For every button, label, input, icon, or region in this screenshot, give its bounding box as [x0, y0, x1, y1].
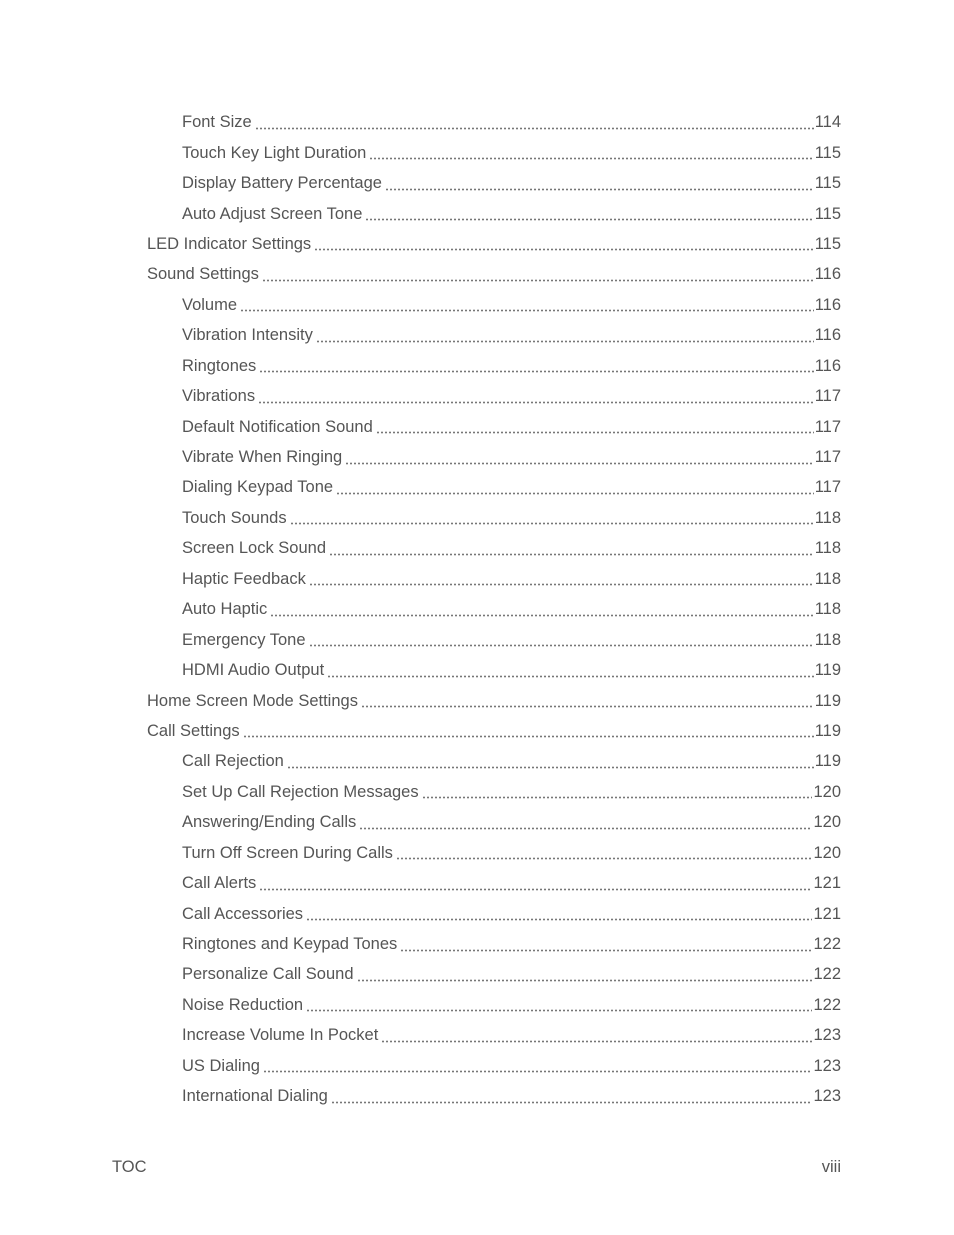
toc-dot-leader [396, 857, 813, 860]
toc-entry[interactable] [0, 381, 954, 411]
toc-entry[interactable] [0, 351, 954, 381]
toc-entry-page-number: 115 [814, 174, 841, 193]
toc-entry[interactable] [0, 868, 954, 898]
toc-dot-leader [290, 522, 814, 525]
toc-entry-page-number: 122 [813, 995, 841, 1014]
toc-entry-title: Home Screen Mode Settings [147, 691, 358, 710]
toc-entry-page-number: 116 [814, 295, 841, 314]
toc-entry[interactable] [0, 137, 954, 167]
toc-dot-leader [306, 1009, 812, 1012]
toc-dot-leader [385, 188, 814, 191]
toc-entry[interactable] [0, 503, 954, 533]
toc-entry-title: US Dialing [182, 1056, 260, 1075]
toc-entry[interactable] [0, 259, 954, 289]
toc-dot-leader [243, 735, 814, 738]
toc-entry-title: HDMI Audio Output [182, 661, 325, 680]
toc-entry-title: Dialing Keypad Tone [182, 478, 334, 497]
toc-entry[interactable] [0, 898, 954, 928]
toc-entry[interactable] [0, 685, 954, 715]
toc-dot-leader [422, 796, 813, 799]
toc-entry[interactable] [0, 320, 954, 350]
toc-entry-title: Call Alerts [182, 874, 257, 893]
toc-dot-leader [369, 157, 813, 160]
toc-entry[interactable] [0, 1051, 954, 1081]
toc-entry[interactable] [0, 990, 954, 1020]
toc-entry-title: Emergency Tone [182, 630, 306, 649]
toc-entry-page-number: 117 [814, 387, 841, 406]
toc-entry-title: Increase Volume In Pocket [182, 1026, 379, 1045]
toc-entry-page-number: 115 [814, 234, 841, 253]
toc-entry-title: Sound Settings [147, 265, 259, 284]
toc-dot-leader [309, 583, 814, 586]
toc-entry-title: Font Size [182, 113, 252, 132]
toc-entry-title: Call Rejection [182, 752, 284, 771]
toc-entry-page-number: 117 [814, 448, 841, 467]
toc-dot-leader [381, 1040, 812, 1043]
toc-entry[interactable] [0, 1020, 954, 1050]
toc-entry-title: Turn Off Screen During Calls [182, 843, 393, 862]
toc-entry[interactable] [0, 807, 954, 837]
toc-dot-leader [259, 370, 813, 373]
toc-entry[interactable] [0, 594, 954, 624]
toc-entry-page-number: 117 [814, 478, 841, 497]
toc-dot-leader [314, 248, 814, 251]
toc-entry-title: Answering/Ending Calls [182, 813, 357, 832]
toc-entry[interactable] [0, 838, 954, 868]
toc-dot-leader [365, 218, 813, 221]
toc-dot-leader [331, 1101, 813, 1104]
toc-entry[interactable] [0, 533, 954, 563]
toc-entry-title: Auto Adjust Screen Tone [182, 204, 363, 223]
toc-entry-page-number: 119 [814, 691, 841, 710]
toc-entry[interactable] [0, 442, 954, 472]
toc-entry-page-number: 119 [814, 661, 841, 680]
toc-entry-title: Call Settings [147, 721, 240, 740]
toc-entry-title: LED Indicator Settings [147, 234, 312, 253]
toc-entry[interactable] [0, 229, 954, 259]
toc-entry[interactable] [0, 655, 954, 685]
toc-dot-leader [262, 279, 814, 282]
toc-entry-page-number: 123 [813, 1087, 841, 1106]
toc-dot-leader [263, 1070, 813, 1073]
toc-entry-page-number: 117 [814, 417, 841, 436]
toc-entry-page-number: 118 [814, 508, 841, 527]
toc-entry[interactable] [0, 411, 954, 441]
toc-entry-page-number: 120 [813, 843, 841, 862]
toc-entry[interactable] [0, 198, 954, 228]
toc-entry-page-number: 120 [813, 782, 841, 801]
toc-entry[interactable] [0, 777, 954, 807]
toc-dot-leader [327, 675, 814, 678]
toc-entry-page-number: 116 [814, 356, 841, 375]
toc-entry-title: Set Up Call Rejection Messages [182, 782, 419, 801]
toc-entry-title: Vibrations [182, 387, 256, 406]
toc-entry-title: Haptic Feedback [182, 569, 306, 588]
toc-entry-page-number: 123 [813, 1056, 841, 1075]
toc-entry[interactable] [0, 472, 954, 502]
toc-list [0, 107, 954, 1111]
toc-entry-title: Auto Haptic [182, 600, 268, 619]
toc-entry-page-number: 121 [813, 904, 841, 923]
toc-entry-page-number: 116 [814, 326, 841, 345]
toc-dot-leader [240, 309, 814, 312]
toc-dot-leader [287, 766, 814, 769]
toc-entry-page-number: 122 [813, 965, 841, 984]
toc-entry[interactable] [0, 1081, 954, 1111]
toc-entry-page-number: 115 [814, 143, 841, 162]
toc-entry-title: International Dialing [182, 1087, 328, 1106]
toc-entry[interactable] [0, 959, 954, 989]
toc-dot-leader [376, 431, 814, 434]
toc-dot-leader [361, 705, 814, 708]
toc-dot-leader [359, 827, 812, 830]
toc-dot-leader [345, 462, 813, 465]
toc-dot-leader [400, 949, 812, 952]
toc-dot-leader [316, 340, 814, 343]
toc-entry-title: Vibrate When Ringing [182, 448, 343, 467]
toc-entry-page-number: 115 [814, 204, 841, 223]
toc-entry-title: Noise Reduction [182, 995, 304, 1014]
toc-entry-page-number: 118 [814, 569, 841, 588]
toc-entry[interactable] [0, 564, 954, 594]
toc-entry-page-number: 119 [814, 721, 841, 740]
footer-section-label: TOC [112, 1158, 147, 1176]
toc-entry[interactable] [0, 168, 954, 198]
toc-entry-title: Ringtones and Keypad Tones [182, 935, 398, 954]
toc-entry-title: Personalize Call Sound [182, 965, 354, 984]
toc-entry-title: Touch Sounds [182, 508, 287, 527]
toc-entry-page-number: 118 [814, 630, 841, 649]
toc-dot-leader [259, 888, 812, 891]
toc-dot-leader [329, 553, 814, 556]
footer-page-number: viii [821, 1158, 841, 1176]
toc-entry[interactable] [0, 716, 954, 746]
toc-entry[interactable] [0, 624, 954, 654]
toc-entry-page-number: 118 [814, 600, 841, 619]
toc-entry[interactable] [0, 929, 954, 959]
toc-dot-leader [306, 918, 812, 921]
toc-entry-page-number: 122 [813, 935, 841, 954]
toc-entry-page-number: 119 [814, 752, 841, 771]
toc-dot-leader [357, 979, 813, 982]
toc-entry-title: Display Battery Percentage [182, 174, 382, 193]
toc-entry[interactable] [0, 107, 954, 137]
toc-entry-page-number: 121 [813, 874, 841, 893]
toc-entry[interactable] [0, 290, 954, 320]
toc-entry-page-number: 116 [814, 265, 841, 284]
toc-entry-page-number: 120 [813, 813, 841, 832]
toc-dot-leader [336, 492, 814, 495]
toc-dot-leader [258, 401, 814, 404]
toc-entry-title: Volume [182, 295, 238, 314]
toc-entry-title: Screen Lock Sound [182, 539, 327, 558]
toc-entry[interactable] [0, 746, 954, 776]
toc-dot-leader [255, 127, 814, 130]
toc-entry-title: Vibration Intensity [182, 326, 313, 345]
toc-entry-title: Touch Key Light Duration [182, 143, 367, 162]
toc-entry-page-number: 123 [813, 1026, 841, 1045]
toc-entry-page-number: 114 [814, 113, 841, 132]
toc-dot-leader [309, 644, 814, 647]
toc-entry-page-number: 118 [814, 539, 841, 558]
toc-entry-title: Default Notification Sound [182, 417, 373, 436]
toc-entry-title: Call Accessories [182, 904, 304, 923]
toc-entry-title: Ringtones [182, 356, 257, 375]
toc-dot-leader [270, 614, 813, 617]
